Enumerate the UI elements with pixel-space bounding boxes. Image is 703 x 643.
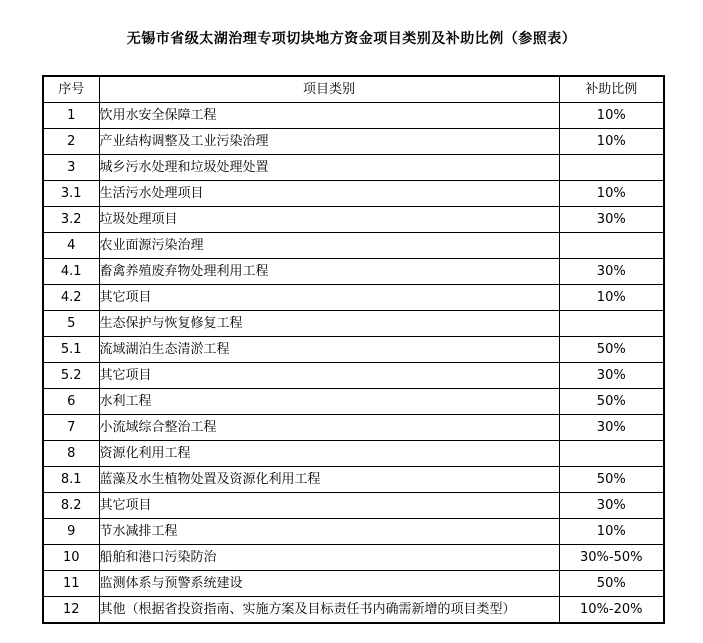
row-index-cell: 8.2: [43, 493, 99, 519]
row-index-cell: 5.2: [43, 363, 99, 389]
row-category-cell: 其它项目: [99, 363, 559, 389]
row-category-cell: 生态保护与恢复修复工程: [99, 311, 559, 337]
row-ratio-cell: 30%: [559, 493, 664, 519]
row-index-cell: 12: [43, 597, 99, 624]
row-index-cell: 8.1: [43, 467, 99, 493]
row-ratio-cell: 50%: [559, 337, 664, 363]
table-row: [43, 519, 664, 545]
column-header-ratio: 补助比例: [559, 76, 664, 103]
subsidy-ratio-table: [42, 75, 665, 624]
table-row: [43, 233, 664, 259]
row-category-cell: 农业面源污染治理: [99, 233, 559, 259]
row-ratio-cell: 10%: [559, 103, 664, 129]
table-row: [43, 285, 664, 311]
table-row: [43, 363, 664, 389]
table-row: [43, 259, 664, 285]
row-index-cell: 5: [43, 311, 99, 337]
row-index-cell: 6: [43, 389, 99, 415]
table-row: [43, 597, 664, 624]
column-header-index: 序号: [43, 76, 99, 103]
row-category-cell: 饮用水安全保障工程: [99, 103, 559, 129]
row-ratio-cell: 10%: [559, 181, 664, 207]
row-ratio-cell: 50%: [559, 389, 664, 415]
row-ratio-cell: 30%: [559, 363, 664, 389]
row-category-cell: 垃圾处理项目: [99, 207, 559, 233]
row-category-cell: 产业结构调整及工业污染治理: [99, 129, 559, 155]
table-row: [43, 155, 664, 181]
row-category-cell: 资源化利用工程: [99, 441, 559, 467]
row-category-cell: 小流域综合整治工程: [99, 415, 559, 441]
row-ratio-cell: [559, 233, 664, 259]
row-index-cell: 3.1: [43, 181, 99, 207]
table-row: [43, 207, 664, 233]
row-category-cell: 监测体系与预警系统建设: [99, 571, 559, 597]
row-index-cell: 4.1: [43, 259, 99, 285]
row-category-cell: 其他（根据省投资指南、实施方案及目标责任书内确需新增的项目类型）: [99, 597, 559, 624]
row-index-cell: 9: [43, 519, 99, 545]
row-category-cell: 节水减排工程: [99, 519, 559, 545]
row-ratio-cell: 30%-50%: [559, 545, 664, 571]
row-index-cell: 8: [43, 441, 99, 467]
row-index-cell: 3.2: [43, 207, 99, 233]
row-ratio-cell: 30%: [559, 207, 664, 233]
row-ratio-cell: 50%: [559, 571, 664, 597]
table-row: [43, 181, 664, 207]
row-index-cell: 5.1: [43, 337, 99, 363]
table-header-row: [43, 76, 664, 103]
row-ratio-cell: 30%: [559, 415, 664, 441]
table-row: [43, 129, 664, 155]
row-index-cell: 7: [43, 415, 99, 441]
table-row: [43, 415, 664, 441]
row-category-cell: 其它项目: [99, 493, 559, 519]
row-ratio-cell: [559, 311, 664, 337]
row-category-cell: 畜禽养殖废弃物处理利用工程: [99, 259, 559, 285]
table-row: [43, 103, 664, 129]
row-category-cell: 水利工程: [99, 389, 559, 415]
table-row: [43, 337, 664, 363]
table-row: [43, 467, 664, 493]
page-title: 无锡市省级太湖治理专项切块地方资金项目类别及补助比例（参照表）: [126, 31, 577, 47]
row-ratio-cell: 10%-20%: [559, 597, 664, 624]
row-category-cell: 其它项目: [99, 285, 559, 311]
column-header-category: 项目类别: [99, 76, 559, 103]
table-row: [43, 545, 664, 571]
row-ratio-cell: 10%: [559, 519, 664, 545]
row-ratio-cell: 10%: [559, 129, 664, 155]
row-index-cell: 1: [43, 103, 99, 129]
row-ratio-cell: 50%: [559, 467, 664, 493]
row-category-cell: 城乡污水处理和垃圾处理处置: [99, 155, 559, 181]
table-row: [43, 493, 664, 519]
row-index-cell: 3: [43, 155, 99, 181]
row-category-cell: 船舶和港口污染防治: [99, 545, 559, 571]
table-row: [43, 571, 664, 597]
row-ratio-cell: [559, 441, 664, 467]
table-row: [43, 311, 664, 337]
row-index-cell: 10: [43, 545, 99, 571]
row-index-cell: 11: [43, 571, 99, 597]
row-ratio-cell: 10%: [559, 285, 664, 311]
row-ratio-cell: [559, 155, 664, 181]
row-category-cell: 蓝藻及水生植物处置及资源化利用工程: [99, 467, 559, 493]
row-index-cell: 2: [43, 129, 99, 155]
row-index-cell: 4: [43, 233, 99, 259]
row-ratio-cell: 30%: [559, 259, 664, 285]
row-category-cell: 生活污水处理项目: [99, 181, 559, 207]
table-row: [43, 441, 664, 467]
row-index-cell: 4.2: [43, 285, 99, 311]
table-row: [43, 389, 664, 415]
row-category-cell: 流域湖泊生态清淤工程: [99, 337, 559, 363]
